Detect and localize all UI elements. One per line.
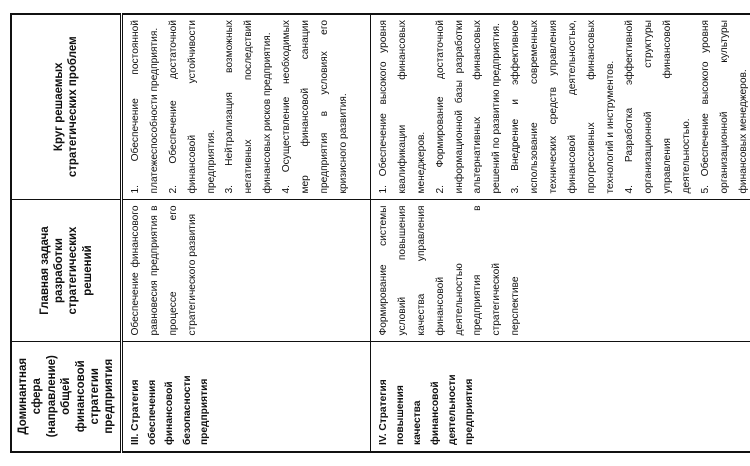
- problem-item: 1. Обеспечение постоянной платежеспособности предприятия.: [129, 20, 160, 194]
- row-direction: IV. Стратегия повышения качества финансовой деятельности предприятия: [370, 342, 750, 452]
- problem-item: 1. Обеспечение высокого уровня квалификации финансовых менеджеров.: [377, 20, 427, 194]
- header-main-task: Главная задача разработки стратегических решений: [11, 200, 121, 342]
- header-direction: Доминантная сфера (направление) общей финансовой стратегии предприятия: [11, 342, 121, 452]
- problem-item: 2. Формирование достаточной информационной базы разработки альтернативных финансовых решений по развитию предприятия.: [434, 20, 503, 194]
- problem-item: 2. Обеспечение достаточной финансовой устойчивости предприятия.: [167, 20, 217, 194]
- problem-item: 3. Внедрение и эффективное использование современных технических средств управления финансовой деятельностью, прогрессивных финансовых технологий и инструментов.: [510, 20, 617, 194]
- strategy-table: [10, 13, 750, 453]
- row-direction: III. Стратегия обеспечения финансовой безопасности предприятия: [121, 342, 370, 452]
- table-header: [11, 14, 121, 452]
- problem-item: 4. Разработка эффективной организационной структуры управления финансовой деятельностью.: [624, 20, 693, 194]
- table-row: [121, 14, 370, 452]
- header-row: [11, 14, 121, 452]
- problem-item: 4. Осуществление необходимых мер финансовой санации предприятия в условиях его кризисного развития.: [281, 20, 350, 194]
- row-task: Формирование системы условий повышения качества управления финансовой деятельностью предприятия в стратегической перспективе: [370, 200, 750, 342]
- problem-item: 5. Обеспечение высокого уровня организационной культуры финансовых менеджеров.: [700, 20, 750, 194]
- row-problems: [121, 14, 370, 200]
- table-body: [121, 14, 750, 452]
- row-task: Обеспечение финансового равновесия предприятия в процессе его стратегического развития: [121, 200, 370, 342]
- table-row: [370, 14, 750, 452]
- header-problems: Круг решаемых стратегических проблем: [11, 14, 121, 200]
- row-problems: [370, 14, 750, 200]
- problem-item: 3. Нейтрализация возможных негативных последствий финансовых рисков предприятия.: [224, 20, 274, 194]
